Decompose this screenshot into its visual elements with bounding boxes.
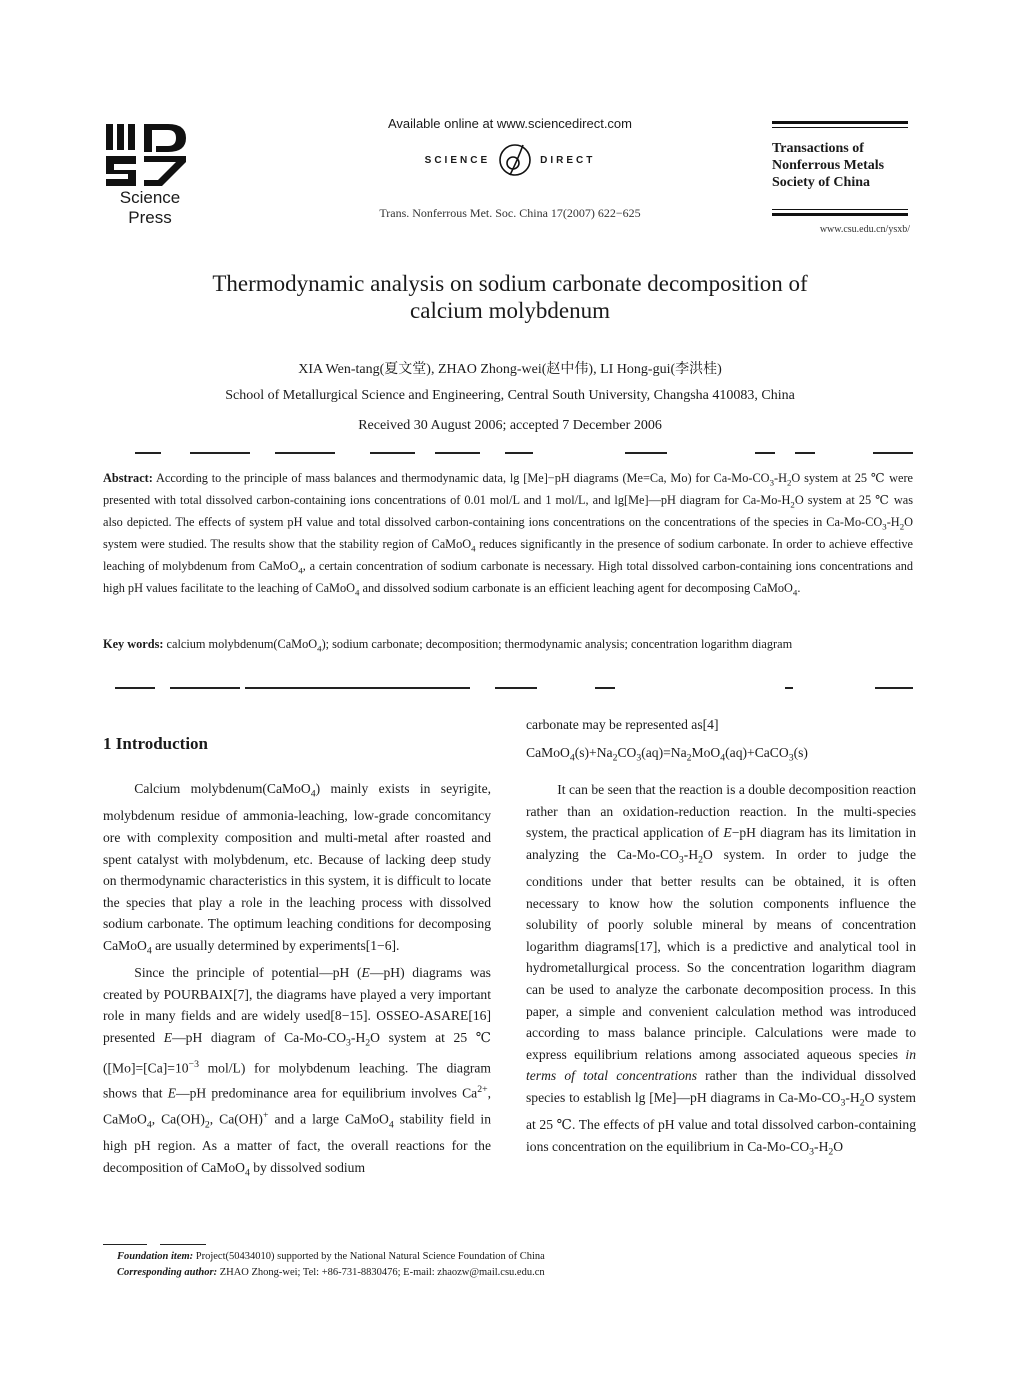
sciencedirect-right-text: DIRECT [540, 154, 596, 166]
subscript: 4 [146, 945, 152, 957]
sciencedirect-d-icon [496, 141, 534, 179]
subscript: 3 [346, 1037, 351, 1049]
paragraph-text: are usually determined by experiments[1−6]. [151, 937, 400, 953]
paragraph-text: -H [683, 846, 699, 862]
subscript: 2 [786, 477, 792, 488]
paragraph-text: ) mainly exists in seyrigite, molybdenum residue of ammonia-leaching, low-grade concomitancy ore with complexity composition and multi-metal after roasted and spent catalyst with molybdenum, etc. Because of lacking deep study on thermodynamic characteristics in this system, it is difficult to locate the species that play a role in the leaching process with dissolved sodium carbonate. The optimum leaching conditions for decomposing CaMoO [103, 781, 491, 953]
equation-text: (s)+Na [574, 744, 613, 760]
italic-e: E [361, 965, 370, 981]
superscript: + [262, 1109, 269, 1121]
subscript: 4 [310, 788, 316, 800]
equation-text: (aq)=Na [641, 744, 687, 760]
footnote-rule [103, 1244, 147, 1245]
subscript: 4 [244, 1167, 250, 1179]
subscript: 2 [790, 499, 795, 510]
subscript: 4 [317, 643, 322, 654]
subscript: 3 [840, 1097, 846, 1109]
citation: Trans. Nonferrous Met. Soc. China 17(2007) 622−625 [379, 206, 641, 220]
paragraph-text: O system. In order to judge the conditions under that better results can be obtained, it is often necessary to know how the solution components influence the solubility of poorly soluble mineral by means of concentration logarithm diagrams[17], which is a predictive and analytical tool in hydrometallurgical process. So the concentration logarithm diagram can be used to analyze the carbonate decomposition process. In this paper, a simple and convenient calculation method was introduced according to mass balance principle. Calculations were made to express equilibrium relations among associated aqueous species [526, 846, 916, 1062]
affiliation: School of Metallurgical Science and Engineering, Central South University, Changsha 410083, China [225, 388, 795, 403]
abstract-text: O system at 25 ℃ were presented with total dissolved carbon-containing ions concentrations of 0.01 mol/L and 1 mol/L, and lg[Me]—pH diagram for Ca-Mo-H [103, 471, 913, 508]
footnote-corresponding-author [117, 1266, 545, 1280]
left-column [103, 778, 491, 1184]
paragraph-text: O system at 25 ℃. The effects of pH value and total dissolved carbon-containing ions concentration on the equilibrium in Ca-Mo-CO [526, 1089, 916, 1154]
paragraph-text: -H [350, 1029, 366, 1045]
authors: XIA Wen-tang(夏文堂), ZHAO Zhong-wei(赵中伟), LI Hong-gui(李洪桂) [298, 362, 722, 377]
equation-text: MoO [691, 744, 721, 760]
subscript: 3 [636, 752, 642, 764]
superscript: −3 [188, 1059, 199, 1071]
subscript: 3 [788, 752, 794, 764]
paragraph-text: It can be seen that the reaction is a double decomposition reaction rather than an oxidation-reduction reaction. In the multi-species system, the practical application of [526, 781, 916, 841]
paragraph-text: -H [845, 1089, 860, 1105]
subscript: 4 [471, 543, 476, 554]
italic-e: E [167, 1085, 176, 1101]
paragraph-text: stability field in high pH region. As a matter of fact, the overall reactions for the decomposition of CaMoO [103, 1111, 492, 1175]
intro-paragraph-2 [103, 962, 491, 1184]
abstract-text: . [797, 581, 801, 596]
journal-line-1: Transactions of [772, 141, 864, 156]
paragraph-text: , CaMoO [103, 1085, 492, 1127]
subscript: 2 [698, 854, 704, 866]
science-press-logo [106, 124, 188, 186]
footnote-foundation [117, 1250, 545, 1264]
publisher-name [100, 188, 200, 228]
abstract-text: -H [773, 471, 787, 485]
paragraph-text: Since the principle of potential—pH ( [134, 965, 362, 981]
paragraph-text: by dissolved sodium [249, 1159, 366, 1175]
paragraph-text: , Ca(OH) [151, 1111, 205, 1127]
subscript: 2 [204, 1118, 210, 1130]
abstract-text: and dissolved sodium carbonate is an efficient leaching agent for decomposing CaMoO [359, 581, 793, 596]
abstract-label: Abstract: [103, 471, 153, 485]
abstract-text: -H [886, 515, 900, 530]
subscript: 2 [899, 521, 905, 532]
right-paragraph-continued: carbonate may be represented as[4] [526, 717, 719, 732]
journal-rule-top [772, 121, 908, 124]
abstract [103, 470, 913, 602]
received-dates: Received 30 August 2006; accepted 7 December 2006 [358, 418, 662, 433]
subscript: 3 [882, 521, 887, 532]
section-heading-introduction: 1 Introduction [103, 734, 209, 753]
right-column [526, 714, 916, 1163]
paragraph-text: Calcium molybdenum(CaMoO [134, 781, 311, 796]
sciencedirect-logo [400, 140, 620, 180]
superscript: 2+ [477, 1084, 488, 1096]
abstract-text: O system were studied. The results show that the stability region of CaMoO [103, 515, 913, 552]
subscript: 2 [612, 752, 618, 764]
sciencedirect-left-text: SCIENCE [424, 154, 491, 166]
paragraph-text: O [833, 1138, 844, 1154]
keywords-text: calcium molybdenum(CaMoO [166, 637, 318, 651]
subscript: 3 [678, 854, 684, 866]
subscript: 2 [828, 1146, 834, 1158]
italic-text: in terms of total concentrations [526, 1046, 916, 1084]
subscript: 2 [859, 1097, 865, 1109]
paragraph-text: -H [814, 1138, 829, 1154]
separator-top [105, 452, 913, 454]
paragraph-text: O system at 25 ℃ ([Mo]=[Ca]=10 [103, 1029, 491, 1076]
subscript: 2 [365, 1037, 371, 1049]
equation-text: CO [617, 744, 637, 760]
keywords-label: Key words: [103, 637, 164, 651]
right-paragraph-2 [526, 779, 916, 1163]
footnote-label: Corresponding author: [117, 1267, 218, 1278]
abstract-text: According to the principle of mass balances and thermodynamic data, lg [Me]−pH diagrams (Me=Ca, Mo) for Ca-Mo-CO [155, 471, 770, 485]
abstract-text: , a certain concentration of sodium carbonate is necessary. High total dissolved carbon-containing ions concentrations and high pH values facilitate to the leaching of CaMoO [103, 559, 913, 596]
abstract-text: reduces significantly in the presence of sodium carbonate. In order to achieve effective leaching of molybdenum from CaMoO [103, 537, 914, 574]
paragraph-text: , Ca(OH) [209, 1111, 263, 1127]
subscript: 4 [146, 1118, 152, 1130]
available-online-text: Available online at www.sciencedirect.com [388, 116, 632, 131]
publisher-line-2: Press [128, 208, 172, 227]
title-line-1: Thermodynamic analysis on sodium carbonate decomposition of [212, 271, 808, 296]
subscript: 4 [388, 1118, 394, 1130]
separator-bottom [105, 687, 913, 689]
subscript: 4 [792, 587, 798, 598]
subscript: 4 [569, 752, 575, 764]
paragraph-text: −pH diagram has its limitation in analyzing the Ca-Mo-CO [526, 825, 916, 862]
intro-paragraph-1 [103, 778, 491, 962]
publisher-line-1: Science [119, 188, 181, 207]
journal-url[interactable]: www.csu.edu.cn/ysxb/ [819, 224, 910, 235]
footnote-rule [160, 1244, 206, 1245]
journal-rule-bottom-thin [772, 209, 908, 210]
paragraph-text: —pH diagram of Ca-Mo-CO [172, 1029, 347, 1045]
paragraph-text: —pH) diagrams was created by POURBAIX[7], the diagrams have played a very important role in many fields and are widely used[8−15]. OSSEO-ASARE[16] presented [103, 965, 491, 1045]
equation-text: (s) [793, 744, 808, 760]
paragraph-text: and a large CaMoO [268, 1111, 389, 1127]
paragraph-text: —pH predominance area for equilibrium involves Ca [176, 1085, 478, 1101]
italic-e: E [163, 1029, 173, 1045]
paragraph-text: mol/L) for molybdenum leaching. The diagram shows that [103, 1060, 491, 1101]
journal-line-3: Society of China [772, 175, 870, 190]
footnote-label: Foundation item: [117, 1251, 194, 1262]
subscript: 2 [686, 752, 692, 764]
keywords-text: ); sodium carbonate; decomposition; thermodynamic analysis; concentration logarithm diagram [321, 637, 793, 651]
paper-title [110, 270, 910, 324]
journal-rule-top-thin [772, 127, 908, 128]
subscript: 4 [298, 565, 303, 576]
paragraph-text: rather than the individual dissolved species to establish lg [Me]—pH diagrams in Ca-Mo-CO [526, 1068, 916, 1105]
subscript: 3 [809, 1146, 815, 1158]
journal-name [772, 140, 912, 191]
footnote-text: Project(50434010) supported by the National Natural Science Foundation of China [193, 1251, 545, 1262]
abstract-text: O system at 25 ℃ was also depicted. The effects of system pH value and total dissolved carbon-containing ions concentrations on the concentrations of the species in Ca-Mo-CO [103, 493, 913, 530]
italic-e: E [723, 825, 732, 841]
title-line-2: calcium molybdenum [410, 298, 610, 323]
footnote-text[interactable]: ZHAO Zhong-wei; Tel: +86-731-8830476; E-mail: zhaozw@mail.csu.edu.cn [217, 1267, 545, 1278]
equation-text: (aq)+CaCO [725, 744, 789, 760]
subscript: 4 [720, 752, 726, 764]
subscript: 3 [769, 477, 774, 488]
keywords [103, 636, 913, 658]
journal-line-2: Nonferrous Metals [772, 158, 885, 173]
journal-rule-bottom [772, 213, 908, 216]
equation-text: CaMoO [526, 744, 570, 760]
reaction-equation [526, 742, 916, 769]
subscript: 4 [355, 587, 360, 598]
